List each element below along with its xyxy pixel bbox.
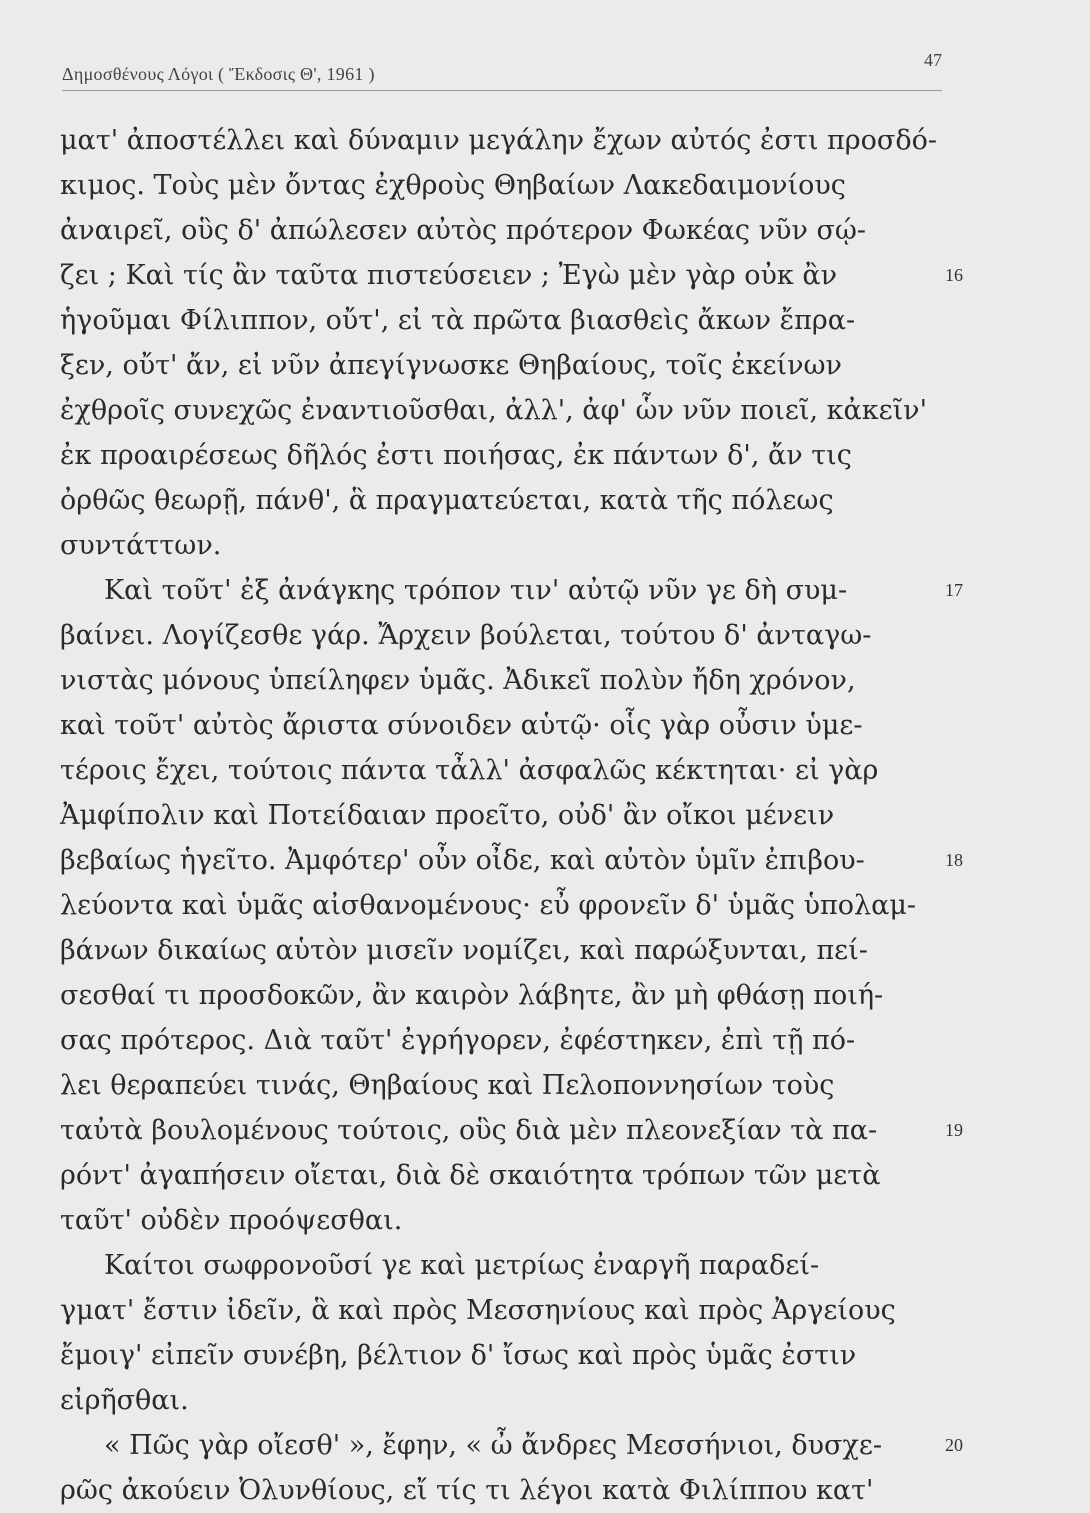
text-line <box>60 1018 940 1063</box>
text-line <box>60 1378 940 1423</box>
text-line <box>60 118 940 163</box>
text-line <box>60 163 940 208</box>
line-text: βάνων δικαίως αὑτὸν μισεῖν νομίζει, καὶ παρώξυνται, πεί- <box>60 935 868 966</box>
line-text: ἐκ προαιρέσεως δῆλός ἐστι ποιήσας, ἐκ πάντων δ', ἄν τις <box>60 440 852 471</box>
line-text: εἰρῆσθαι. <box>60 1385 189 1416</box>
line-text: Καίτοι σωφρονοῦσί γε καὶ μετρίως ἐναργῆ παραδεί- <box>104 1250 820 1281</box>
text-line <box>60 613 940 658</box>
text-line <box>60 568 963 613</box>
line-text: ὀρθῶς θεωρῇ, πάνθ', ἃ πραγματεύεται, κατὰ τῆς πόλεως <box>60 485 834 516</box>
text-line <box>60 1333 940 1378</box>
text-line <box>60 883 940 928</box>
text-line <box>60 1288 940 1333</box>
text-line <box>60 1423 963 1468</box>
text-line <box>60 523 940 568</box>
page-number: 47 <box>924 50 942 70</box>
text-line <box>60 793 940 838</box>
line-text: ἡγοῦμαι Φίλιππον, οὔτ', εἰ τὰ πρῶτα βιασθεὶς ἄκων ἔπρα- <box>60 305 856 336</box>
text-line <box>60 748 940 793</box>
line-text: γματ' ἔστιν ἰδεῖν, ἃ καὶ πρὸς Μεσσηνίους καὶ πρὸς Ἀργείους <box>60 1295 896 1326</box>
line-text: ἐχθροῖς συνεχῶς ἐναντιοῦσθαι, ἀλλ', ἀφ' ὧν νῦν ποιεῖ, κἀκεῖν' <box>60 395 928 426</box>
running-head-title: Δημοσθένους Λόγοι ( Ἔκδοσις Θ', 1961 ) <box>62 64 375 84</box>
line-text: συντάττων. <box>60 530 222 561</box>
line-text: κιμος. Τοὺς μὲν ὄντας ἐχθροὺς Θηβαίων Λακεδαιμονίους <box>60 170 846 201</box>
text-line <box>60 703 940 748</box>
line-text: ρόντ' ἀγαπήσειν οἴεται, διὰ δὲ σκαιότητα τρόπων τῶν μετὰ <box>60 1160 881 1191</box>
line-text: ταὐτὰ βουλομένους τούτοις, οὓς διὰ μὲν πλεονεξίαν τὰ πα- <box>60 1115 878 1146</box>
section-number: 20 <box>945 1435 963 1455</box>
line-text: σας πρότερος. Διὰ ταῦτ' ἐγρήγορεν, ἐφέστηκεν, ἐπὶ τῇ πό- <box>60 1025 856 1056</box>
line-text: ἀναιρεῖ, οὓς δ' ἀπώλεσεν αὐτὸς πρότερον Φωκέας νῦν σῴ- <box>60 215 867 246</box>
body-text <box>60 118 963 1513</box>
section-number: 17 <box>945 580 963 600</box>
text-line <box>60 253 963 298</box>
section-number: 19 <box>945 1120 963 1140</box>
line-text: λει θεραπεύει τινάς, Θηβαίους καὶ Πελοποννησίων τοὺς <box>60 1070 835 1101</box>
line-text: ματ' ἀποστέλλει καὶ δύναμιν μεγάλην ἔχων αὐτός ἐστι προσδό- <box>60 125 937 156</box>
section-number: 16 <box>945 265 963 285</box>
line-text: Καὶ τοῦτ' ἐξ ἀνάγκης τρόπον τιν' αὐτῷ νῦν γε δὴ συμ- <box>104 575 848 606</box>
line-text: βεβαίως ἡγεῖτο. Ἀμφότερ' οὖν οἶδε, καὶ αὐτὸν ὑμῖν ἐπιβου- <box>60 845 865 876</box>
text-line <box>60 838 963 883</box>
text-line <box>60 1153 940 1198</box>
section-number: 18 <box>945 850 963 870</box>
text-line <box>60 208 940 253</box>
line-text: « Πῶς γὰρ οἴεσθ' », ἔφην, « ὦ ἄνδρες Μεσσήνιοι, δυσχε- <box>104 1430 882 1461</box>
line-text: ξεν, οὔτ' ἄν, εἰ νῦν ἀπεγίγνωσκε Θηβαίους, τοῖς ἐκείνων <box>60 350 842 381</box>
text-line <box>60 973 940 1018</box>
line-text: ρῶς ἀκούειν Ὀλυνθίους, εἴ τίς τι λέγοι κατὰ Φιλίππου κατ' <box>60 1475 874 1506</box>
text-line <box>60 343 940 388</box>
text-line <box>60 1108 963 1153</box>
running-head <box>62 50 942 91</box>
text-line <box>60 928 940 973</box>
line-text: καὶ τοῦτ' αὐτὸς ἄριστα σύνοιδεν αὑτῷ· οἷς γὰρ οὖσιν ὑμε- <box>60 710 863 741</box>
line-text: λεύοντα καὶ ὑμᾶς αἰσθανομένους· εὖ φρονεῖν δ' ὑμᾶς ὑπολαμ- <box>60 890 917 921</box>
text-line <box>60 658 940 703</box>
text-line <box>60 1063 940 1108</box>
text-line <box>60 388 940 433</box>
line-text: Ἀμφίπολιν καὶ Ποτείδαιαν προεῖτο, οὐδ' ἂν οἴκοι μένειν <box>60 800 835 831</box>
line-text: ἔμοιγ' εἰπεῖν συνέβη, βέλτιον δ' ἴσως καὶ πρὸς ὑμᾶς ἐστιν <box>60 1340 857 1371</box>
text-line <box>60 478 940 523</box>
line-text: ζει ; Καὶ τίς ἂν ταῦτα πιστεύσειεν ; Ἐγὼ μὲν γὰρ οὐκ ἂν <box>60 260 838 291</box>
text-line <box>60 298 940 343</box>
text-line <box>60 1198 940 1243</box>
line-text: βαίνει. Λογίζεσθε γάρ. Ἄρχειν βούλεται, τούτου δ' ἀνταγω- <box>60 620 872 651</box>
text-line <box>60 1243 940 1288</box>
line-text: σεσθαί τι προσδοκῶν, ἂν καιρὸν λάβητε, ἂν μὴ φθάσῃ ποιή- <box>60 980 884 1011</box>
text-line <box>60 433 940 478</box>
line-text: τέροις ἔχει, τούτοις πάντα τἆλλ' ἀσφαλῶς κέκτηται· εἰ γὰρ <box>60 755 879 786</box>
line-text: ταῦτ' οὐδὲν προόψεσθαι. <box>60 1205 403 1236</box>
line-text: νιστὰς μόνους ὑπείληφεν ὑμᾶς. Ἀδικεῖ πολὺν ἤδη χρόνον, <box>60 665 856 696</box>
text-line <box>60 1468 940 1513</box>
